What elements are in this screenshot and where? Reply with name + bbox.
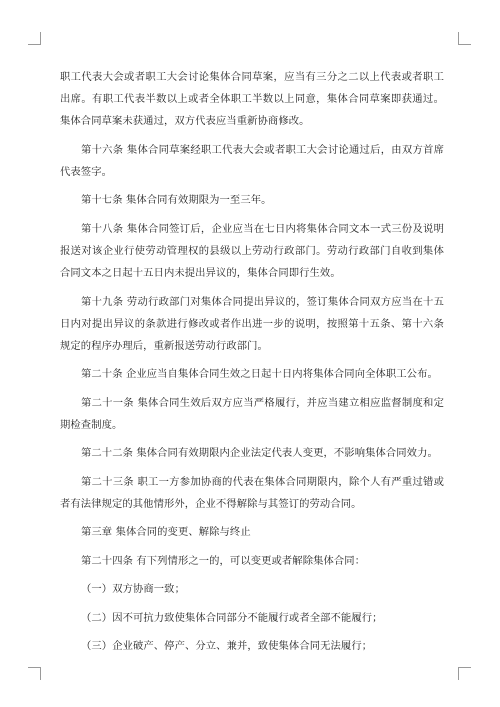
paragraph: 第十六条 集体合同草案经职工代表大会或者职工大会讨论通过后，由双方首席代表签字。 — [60, 143, 444, 178]
paragraph: 职工代表大会或者职工大会讨论集体合同草案，应当有三分之二以上代表或者职工出席。有职工代表半数以上或者全体职工半数以上同意，集体合同草案即获通过。集体合同草案未获通过，双方代表应当重新协商修改。 — [60, 71, 444, 128]
paragraph: 第二十二条 集体合同有效期限内企业法定代表人变更，不影响集体合同效力。 — [81, 447, 438, 460]
paragraph: 第二十一条 集体合同生效后双方应当严格履行，并应当建立相应监督制度和定期检查制度。 — [60, 396, 444, 431]
chapter-heading: 第三章 集体合同的变更、解除与终止 — [81, 526, 251, 539]
crop-mark-bottom-right — [458, 667, 471, 680]
paragraph: 第二十四条 有下列情形之一的，可以变更或者解除集体合同： — [81, 554, 366, 567]
list-item: （三）企业破产、停产、分立、兼并，致使集体合同无法履行； — [81, 639, 373, 652]
paragraph: 第十七条 集体合同有效期限为一至三年。 — [81, 194, 272, 207]
paragraph: 第二十条 企业应当自集体合同生效之日起十日内将集体合同向全体职工公布。 — [81, 368, 438, 381]
paragraph: 第十八条 集体合同签订后，企业应当在七日内将集体合同文本一式三份及说明报送对该企业行使劳动管理权的县级以上劳动行政部门。劳动行政部门自收到集体合同文本之日起十五日内未提出异议的，集体合同即行生效。 — [60, 222, 444, 280]
crop-mark-top-right — [458, 32, 471, 45]
document-body — [60, 66, 444, 657]
list-item: （二）因不可抗力致使集体合同部分不能履行或者全部不能履行； — [81, 611, 383, 624]
crop-mark-bottom-left — [28, 667, 41, 680]
paragraph: 第二十三条 职工一方参加协商的代表在集体合同期限内，除个人有严重过错或者有法律规定的其他情形外，企业不得解除与其签订的劳动合同。 — [60, 475, 444, 510]
crop-mark-top-left — [28, 32, 41, 45]
list-item: （一）双方协商一致； — [81, 583, 185, 596]
paragraph: 第十九条 劳动行政部门对集体合同提出异议的，签订集体合同双方应当在十五日内对提出异议的条款进行修改或者作出进一步的说明，按照第十五条、第十六条规定的程序办理后，重新报送劳动行政部门。 — [60, 295, 444, 352]
